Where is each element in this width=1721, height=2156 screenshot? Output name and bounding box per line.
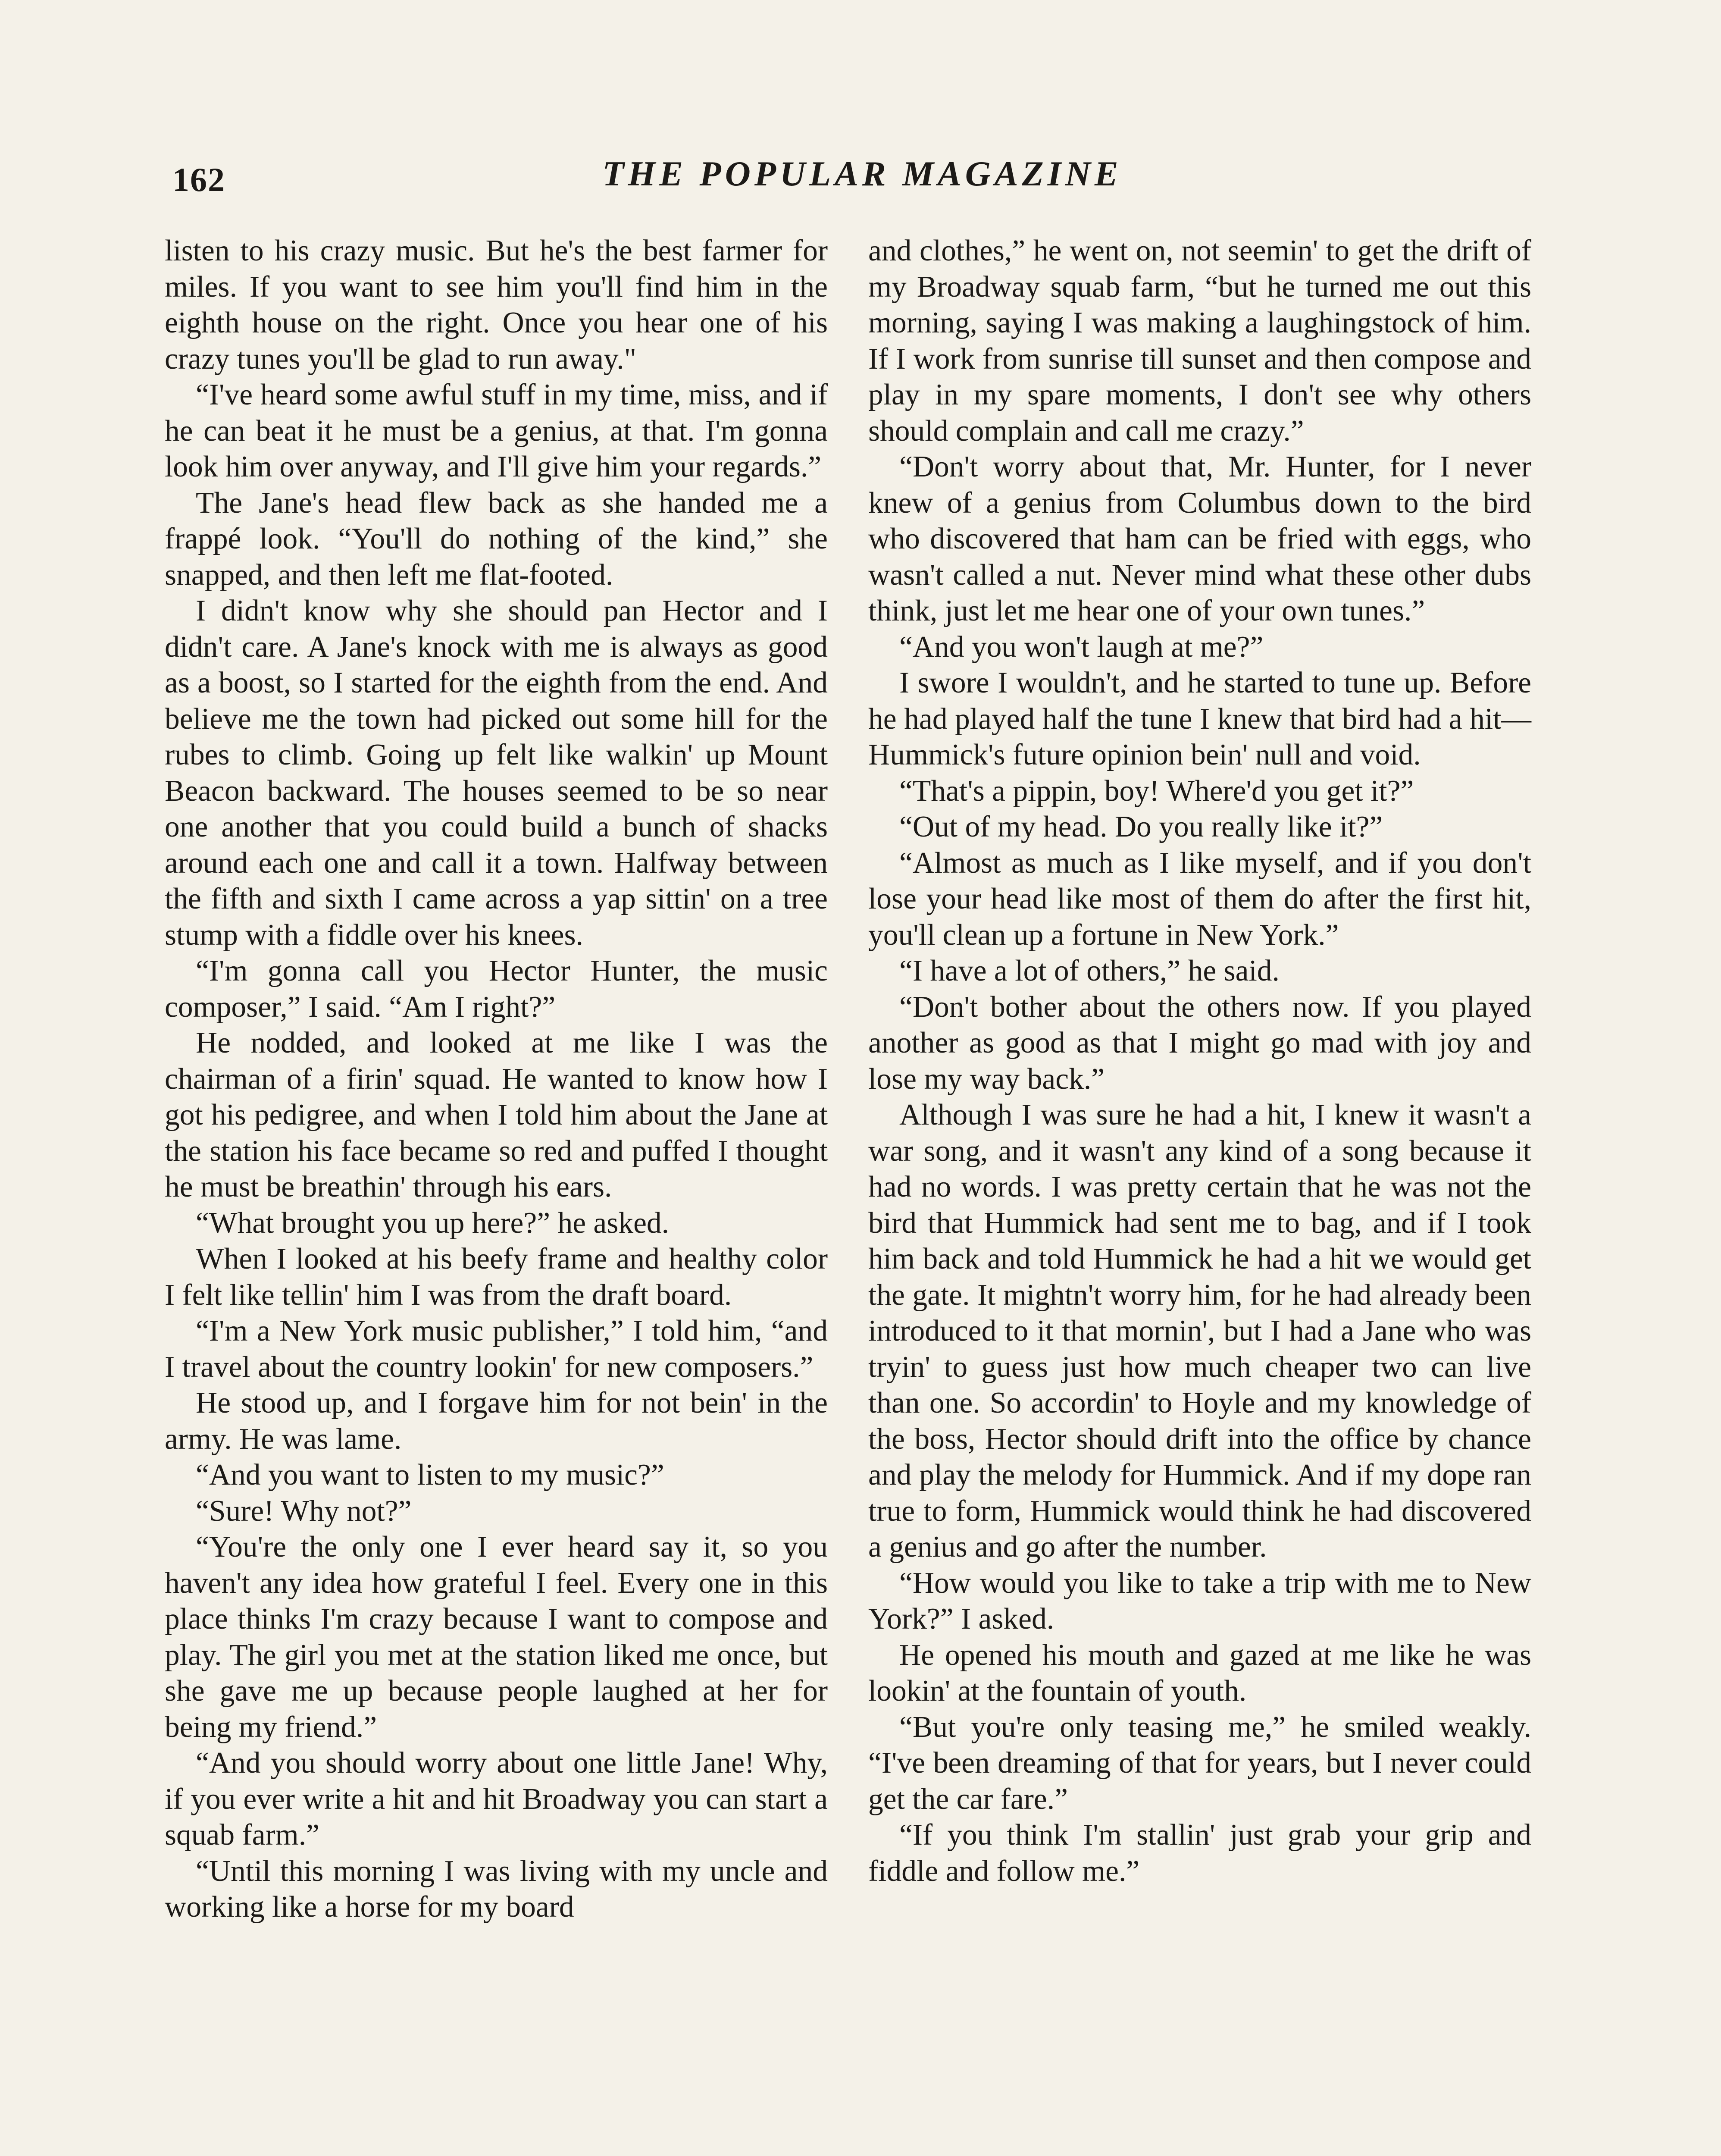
paragraph: “Don't bother about the others now. If you played another as good as that I might go mad with joy and lose my way back.” (868, 990, 1531, 1096)
paragraph: “Until this morning I was living with my uncle and working like a horse for my board (165, 1854, 828, 1924)
paragraph: “What brought you up here?” he asked. (196, 1206, 670, 1240)
paragraph: “But you're only teasing me,” he smiled weakly. “I've been dreaming of that for years, but I never could get the car fare.” (868, 1710, 1531, 1816)
paragraph: “And you should worry about one little Jane! Why, if you ever write a hit and hit Broadway you can start a squab farm.” (165, 1746, 828, 1852)
paragraph: When I looked at his beefy frame and healthy color I felt like tellin' him I was from the draft board. (165, 1242, 828, 1312)
paragraph: “I'm a New York music publisher,” I told him, “and I travel about the country lookin' for new composers.” (165, 1314, 828, 1384)
paragraph: “I have a lot of others,” he said. (899, 954, 1280, 987)
paragraph: “Almost as much as I like myself, and if you don't lose your head like most of them do after the first hit, you'll clean up a fortune in New York.” (868, 846, 1531, 952)
paragraph: “Don't worry about that, Mr. Hunter, for I never knew of a genius from Columbus down to the bird who discovered that ham can be fried with eggs, who wasn't called a nut. Never mind what these other dubs think, just let me hear one of your own tunes.” (868, 450, 1531, 627)
paragraph: “If you think I'm stallin' just grab your grip and fiddle and follow me.” (868, 1818, 1531, 1888)
paragraph: “I'm gonna call you Hector Hunter, the music composer,” I said. “Am I right?” (165, 954, 828, 1024)
right-column (868, 233, 1531, 1889)
page-number: 162 (172, 161, 225, 198)
paragraph: listen to his crazy music. But he's the best farmer for miles. If you want to see him you'll find him in the eighth house on the right. Once you hear one of his crazy tunes you'll be glad to run away." (165, 234, 828, 376)
paragraph: Although I was sure he had a hit, I knew it wasn't a war song, and it wasn't any kind of a song because it had no words. I was pretty certain that he was not the bird that Hummick had sent me to bag, and if I took him back and told Hummick he had a hit we would get the gate. It mightn't worry him, for he had already been introduced to it that mornin', but I had a Jane who was tryin' to guess just how much cheaper two can live than one. So accordin' to Hoyle and my knowledge of the boss, Hector should drift into the office by chance and play the melody for Hummick. And if my dope ran true to form, Hummick would think he had discovered a genius and go after the number. (868, 1098, 1531, 1564)
paragraph: He opened his mouth and gazed at me like he was lookin' at the fountain of youth. (868, 1638, 1531, 1708)
paragraph: “And you won't laugh at me?” (899, 630, 1264, 664)
left-column (165, 233, 828, 1925)
paragraph: The Jane's head flew back as she handed me a frappé look. “You'll do nothing of the kind,” she snapped, and then left me flat-footed. (165, 486, 828, 592)
paragraph: “How would you like to take a trip with me to New York?” I asked. (868, 1566, 1531, 1636)
paragraph: I swore I wouldn't, and he started to tune up. Before he had played half the tune I knew that bird had a hit—Hummick's future opinion bein' null and void. (868, 666, 1531, 771)
paragraph: “Out of my head. Do you really like it?” (899, 810, 1383, 843)
paragraph: “I've heard some awful stuff in my time, miss, and if he can beat it he must be a genius, at that. I'm gonna look him over anyway, and I'll give him your regards.” (165, 378, 828, 483)
paragraph: He stood up, and I forgave him for not bein' in the army. He was lame. (165, 1386, 828, 1456)
paragraph: “That's a pippin, boy! Where'd you get it?” (899, 774, 1414, 808)
paragraph: I didn't know why she should pan Hector and I didn't care. A Jane's knock with me is always as good as a boost, so I started for the eighth from the end. And believe me the town had picked out some hill for the rubes to climb. Going up felt like walkin' up Mount Beacon backward. The houses seemed to be so near one another that you could build a bunch of shacks around each one and call it a town. Halfway between the fifth and sixth I came across a yap sittin' on a tree stump with a fiddle over his knees. (165, 594, 828, 952)
running-title: THE POPULAR MAGAZINE (602, 154, 1122, 193)
paragraph: “You're the only one I ever heard say it, so you haven't any idea how grateful I feel. Every one in this place thinks I'm crazy because I want to compose and play. The girl you met at the station liked me once, but she gave me up because people laughed at her for being my friend.” (165, 1530, 828, 1744)
paragraph: “Sure! Why not?” (196, 1494, 412, 1528)
paragraph: “And you want to listen to my music?” (196, 1458, 664, 1492)
paragraph: and clothes,” he went on, not seemin' to get the drift of my Broadway squab farm, “but he turned me out this morning, saying I was making a laughingstock of him. If I work from sunrise till sunset and then compose and play in my spare moments, I don't see why others should complain and call me crazy.” (868, 234, 1531, 448)
paragraph: He nodded, and looked at me like I was the chairman of a firin' squad. He wanted to know how I got his pedigree, and when I told him about the Jane at the station his face became so red and puffed I thought he must be breathin' through his ears. (165, 1026, 828, 1203)
